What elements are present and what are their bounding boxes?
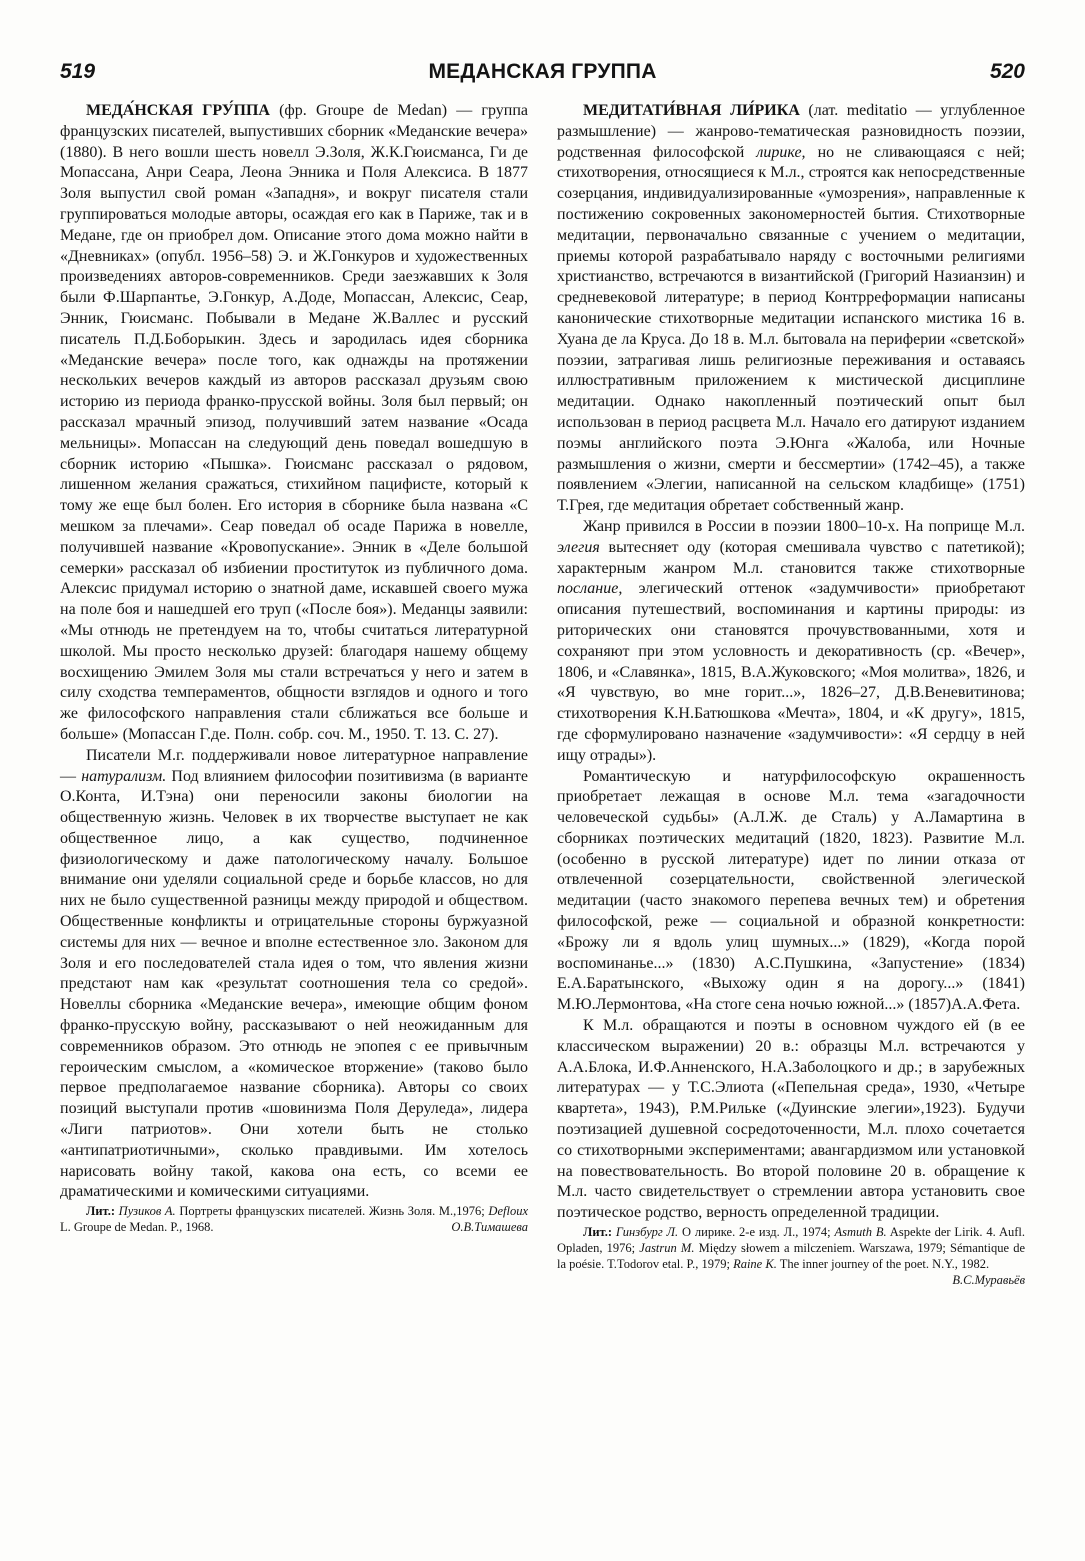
cross-reference: послание, [557,580,623,598]
paragraph-text: (фр. Groupe de Medan) — группа французских писателей, выпустивших сборник «Меданские вечера» (1880). В него вошли шесть новелл Э.Золя, Ж.К.Гюисманса, Ги де Мопассана, Анри Сеара, Леона Энника и Поля Алексиса. В 1877 Золя выпустил свой роман «Западня», и вокруг писателя стали группироваться молодые авторы, осаждая его как в Париже, так и в Медане, где он приобрел дом. Описание этого дома можно найти в «Дневниках» (опубл. 1956–58) Э. и Ж.Гонкуров и художественных произведениях авторов-современников. Среди заезжавших к Золя были Ф.Шарпантье, Э.Гонкур, А.Доде, Мопассан, Алексис, Сеар, Энник, Гюисманс. Побывали в Медане Ж.Валлес и русский писатель П.Д.Боборыкин. Здесь и зародилась идея сборника «Меданские вечера» после того, как однажды на протяжении нескольких вечеров каждый из авторов рассказал друзьям свою историю из периода франко-прусской войны. Золя был первый; он рассказал мрачный эпизод, получивший затем название «Осада мельницы». Мопассан на следующий день поведал вошедшую в сборник историю «Пышка». Гюисманс рассказал о рядовом, лишенном желания сражаться, стихийном пацифисте, который к тому же еще был болен. Его история в сборнике была названа «С мешком за плечами». Сеар поведал об осаде Парижа в новелле, получившей название «Кровопускание». Энник в «Деле большой семерки» рассказал об избиении проституток из публичного дома. Алексис придумал историю о знатной даме, искавшей своего мужа на поле боя и нашедшей его труп («После боя»). Меданцы заявили: «Мы отнюдь не претендуем на то, чтобы считаться литературной школой. Мы просто несколько друзей: благодаря нашему общему восхищению Эмилем Золя мы стали встречаться у него и затем в силу сходства темпераментов, общности взглядов и одного и того же философского направления стали сближаться все больше и больше» (Мопассан Г.де. Полн. собр. соч. М., 1950. Т. 13. С. 27). [60,102,528,743]
bib-text: Aspekte der Lirik. 4. Aufl. Opladen, 1976; [557,1225,1025,1256]
article-author: В.С.Муравьёв [952,1273,1025,1288]
bib-author: Defloux [488,1204,528,1219]
paragraph-text: элегический оттенок «задумчивости» приобретают описания путешествий, воспоминания и картины природы: из риторических они становятся прочувствованными, хотя и сохраняют при этом условность и декоративность (ср. «Вечер», 1806, и «Славянка», 1815, В.А.Жуковского; «Моя молитва», 1826, и «Я чувствую, во мне горит...», 1826–27, Д.В.Веневитинова; стихотворения К.Н.Батюшкова «Мечта», 1804, и «К другу», 1815, где сформулировано назначение «задумчивости»: «Я сердцу в ней ищу отрады»). [557,580,1025,764]
bib-text: The inner journey of the poet. N.Y., 1982. [776,1257,990,1272]
headword-meditative-lyric: МЕДИТАТИ́ВНАЯ ЛИ́РИКА [583,102,800,119]
paragraph-text: (лат. meditatio — углубленное размышление) — жанрово-тематическая разновидность поэзии, родственная философской [557,102,1025,161]
article-author: О.В.Тимашева [451,1220,528,1235]
entry-medan-group-intro [60,101,528,746]
cross-reference: натурализм. [81,767,167,785]
bib-text: Między słowem a milczeniem. Warszawa, 1979; Sémantique de la poésie. T.Todorov etal. P., 1979; [557,1241,1025,1272]
cross-reference: элегия [557,538,600,556]
bibliography [60,1203,528,1235]
bibliography-label: Лит.: [86,1204,116,1219]
entry-medan-group-naturalism [60,746,528,1204]
bib-text: L. Groupe de Medan. P., 1968. [60,1220,214,1235]
paragraph-text: Писатели М.г. поддерживали новое литературное направление — [60,746,528,785]
left-column [60,101,528,1235]
paragraph-text: Под влиянием философии позитивизма (в варианте О.Конта, И.Тэна) они переносили законы биологии на общественную жизнь. Человек в их творчестве выступает не как общественное лицо, а как существо, подчиненное физиологическому и даже патологическому началу. Большое внимание они уделяли социальной среде и борьбе классов, но для них не было существенной разницы между природой и обществом. Общественные конфликты и отрицательные стороны буржуазной системы для них — вечное и вполне естественное зло. Законом для Золя и его последователей стала идея о том, что явления жизни предстают нам как «результат соотношения тела со средой». Новеллы сборника «Меданские вечера», имеющие общим фоном франко-прусскую войну, рассказывают о ней неожиданным для современников образом. Это отнюдь не эпопея с ее привычным героическим смыслом, а «комическое вторжение» (таково было первое предполагаемое название сборника). Авторы со своих позиций выступали против «шовинизма Поля Деруледа», лидера «Лиги патриотов». Они хотели быть не столько «антипатриотичными», сколько правдивыми. Им хотелось нарисовать войну такой, какова она есть, со всеми ее драматическими и комическими ситуациями. [60,767,529,1201]
bib-text: Портреты французских писателей. Жизнь Золя. М.,1976; [175,1204,489,1219]
entry-meditative-lyric-romantic: Романтическую и натурфилософскую окрашенность приобретает лежащая в основе М.л. тема «загадочности человеческой судьбы» (А.Л.Ж. де Сталь) у А.Ламартина в сборниках поэтических медитаций (1820, 1823). Развитие М.л. (особенно в русской литературе) идет по линии отказа от отвлеченной созерцательности, свойственной элегической медитации (часто знакомого перепева вечных тем) и обретения философской, реже — социальной и образной конкретности: «Брожу ли я вдоль улиц шумных...» (1829), «Когда порой воспоминанье...» (1830) А.С.Пушкина, «Запустение» (1834) Е.А.Баратынского, «Выхожу один я на дорогу...» (1841) М.Ю.Лермонтова, «На стоге сена ночью южной...» (1857)А.А.Фета. [557,767,1025,1014]
paragraph-text: вытесняет оду (которая смешивала чувство с патетикой); характерным жанром М.л. становится также стихотворные [557,538,1025,577]
running-head: МЕДАНСКАЯ ГРУППА [428,60,657,83]
bib-text: О лирике. 2-е изд. Л., 1974; [678,1225,835,1240]
cross-reference: лирике, [756,143,806,161]
right-page-number: 520 [989,60,1025,83]
headword-medan-group: МЕДА́НСКАЯ ГРУ́ППА [86,102,270,119]
paragraph-text: но не сливающаяся с ней; стихотворения, относящиеся к М.л., строятся как непосредственные созерцания, индивидуализированные «умозрения», направленные к постижению сокровенных закономерностей бытия. Стихотворные медитации, первоначально связанные с учением о медитации, приемы которой разрабатывало наряду с восточными религиями христианство, встречаются в византийской (Григорий Назианзин) и средневековой литературе; в период Контрреформации написаны канонические стихотворные медитации испанского мистика 16 в. Хуана де ла Круса. До 18 в. М.л. бытовала на периферии «светской» поэзии, затрагивая лишь религиозные переживания и оставаясь иллюстративным приложением к мистической дисциплине медитации. Однако накопленный поэтический опыт был использован в период расцвета М.л. Начало его датируют изданием поэмы английского поэта Э.Юнга «Жалоба, или Ночные размышления о жизни, смерти и бессмертии» (1742–45), а также появлением «Элегии, написанной на сельском кладбище» (1751) Т.Грея, где медитация обретает собственный жанр. [557,143,1025,515]
bibliography-label: Лит.: [583,1225,613,1240]
bib-author: Пузиков А. [115,1204,176,1219]
entry-meditative-lyric-20th-century: К М.л. обращаются и поэты в основном чуждого ей (в ее классическом выражении) 20 в.: образцы М.л. встречаются у А.А.Блока, И.Ф.Анненского, Н.А.Заболоцкого и др.; в зарубежных литературах — у Т.С.Элиота («Пепельная среда», 1930, «Четыре квартета», 1943), Р.М.Рильке («Дуинские элегии»,1923). Будучи поэтизацией душевной сосредоточенности, М.л. плохо сочетается со стихотворными экспериментами; авангардизмом или установкой на повествовательность. Во второй половине 20 в. обращение к М.л. часто свидетельствует о стремлении автора установить свое поэтическое родство, верность определенной традиции. [557,1017,1025,1222]
paragraph-text: Жанр привился в России в поэзии 1800–10-х. На поприще М.л. [583,517,1025,535]
entry-meditative-lyric-russia [557,517,1025,767]
bib-author: Raine K. [733,1257,777,1272]
bib-author: Гинзбург Л. [612,1225,679,1240]
bibliography [557,1224,1025,1288]
entry-meditative-lyric-intro [557,101,1025,517]
right-column [557,101,1025,1288]
bib-author: Jastrun M. [639,1241,695,1256]
left-page-number: 519 [60,60,96,83]
page-header [60,60,1025,96]
bib-author: Asmuth B. [834,1225,887,1240]
